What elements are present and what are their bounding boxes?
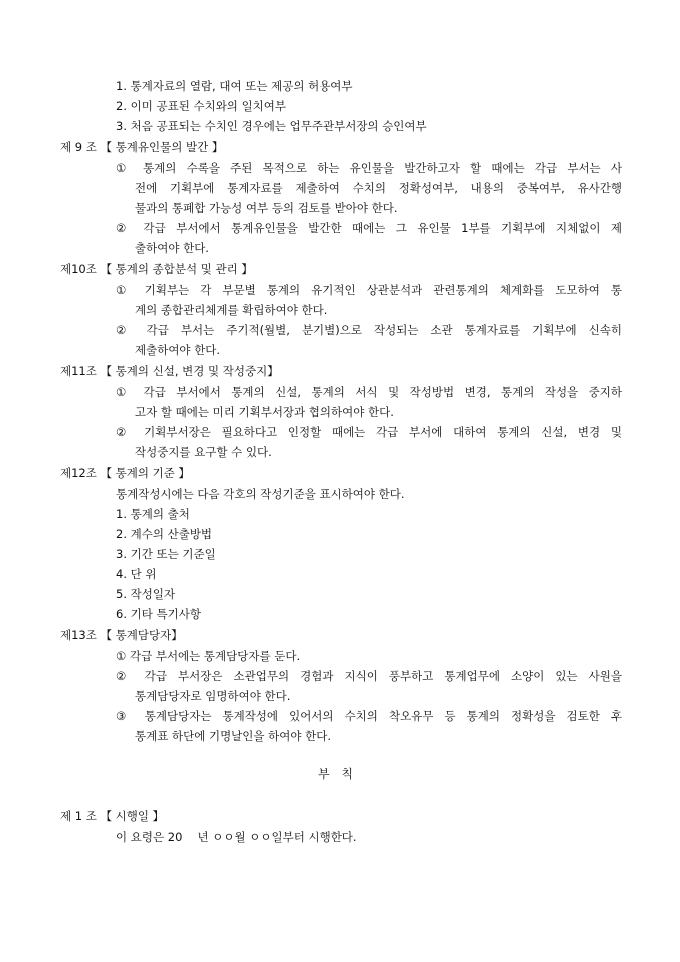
- clause-line: 계의 종합관리체계를 확립하여야 한다.: [135, 303, 328, 317]
- clause-line: 작성중지를 요구할 수 있다.: [135, 445, 272, 459]
- clause-line: 제출하여야 한다.: [135, 343, 221, 357]
- article-12-heading: 제12조 【 통계의 기준 】: [60, 466, 191, 480]
- list-item: 3. 처음 공표되는 수치인 경우에는 업무주관부서장의 승인여부: [116, 119, 427, 133]
- clause-line: ① 각급 부서에는 통계담당자를 둔다.: [116, 649, 301, 663]
- article-10-heading: 제10조 【 통계의 종합분석 및 관리 】: [60, 262, 253, 276]
- addendum-body: 이 요령은 20 년 ㅇㅇ월 ㅇㅇ일부터 시행한다.: [116, 830, 357, 844]
- list-item: 2. 계수의 산출방법: [116, 527, 213, 541]
- addendum-article-heading: 제 1 조 【 시행일 】: [60, 809, 165, 823]
- list-item: 4. 단 위: [116, 567, 157, 581]
- clause-line: 통계담당자로 임명하여야 한다.: [135, 689, 291, 703]
- clause-line: 출하여야 한다.: [135, 241, 209, 255]
- clause-line: ② 각급 부서는 주기적(월별, 분기별)으로 작성되는 소관 통계자료를 기획부에 신속히: [116, 323, 622, 337]
- list-item: 2. 이미 공표된 수치와의 일치여부: [116, 99, 287, 113]
- addendum-title: 부 칙: [318, 767, 357, 781]
- clause-line: 전에 기획부에 통계자료를 제출하여 수치의 정확성여부, 내용의 중복여부, 유사간행: [135, 181, 622, 195]
- clause-line: ① 기획부는 각 부문별 통계의 유기적인 상관분석과 관련통계의 체계화를 도모하여 통: [116, 283, 622, 297]
- clause-line: ① 통계의 수록을 주된 목적으로 하는 유인물을 발간하고자 할 때에는 각급 부서는 사: [116, 161, 622, 175]
- list-item: 1. 통계자료의 열람, 대여 또는 제공의 허용여부: [116, 79, 353, 93]
- clause-line: ① 각급 부서에서 통계의 신설, 통계의 서식 및 작성방법 변경, 통계의 작성을 중지하: [116, 385, 622, 399]
- list-item: 3. 기간 또는 기준일: [116, 547, 216, 561]
- list-item: 6. 기타 특기사항: [116, 607, 201, 621]
- clause-line: ② 각급 부서에서 통계유인물을 발간한 때에는 그 유인물 1부를 기획부에 지체없이 제: [116, 221, 622, 235]
- clause-line: 통계표 하단에 기명날인을 하여야 한다.: [135, 729, 332, 743]
- list-item: 5. 작성일자: [116, 587, 176, 601]
- article-12-intro: 통계작성시에는 다음 각호의 작성기준을 표시하여야 한다.: [116, 487, 405, 501]
- article-9-heading: 제 9 조 【 통계유인물의 발간 】: [60, 140, 224, 154]
- clause-line: ② 기획부서장은 필요하다고 인정할 때에는 각급 부서에 대하여 통계의 신설, 변경 및: [116, 425, 622, 439]
- list-item: 1. 통계의 출처: [116, 507, 190, 521]
- article-13-heading: 제13조 【 통계담당자】: [60, 628, 183, 642]
- clause-line: ③ 통계담당자는 통계작성에 있어서의 수치의 착오유무 등 통계의 정확성을 검토한 후: [116, 709, 622, 723]
- clause-line: 고자 할 때에는 미리 기획부서장과 협의하여야 한다.: [135, 405, 394, 419]
- clause-line: 물과의 통폐합 가능성 여부 등의 검토를 받아야 한다.: [135, 201, 398, 215]
- clause-line: ② 각급 부서장은 소관업무의 경험과 지식이 풍부하고 통계업무에 소양이 있는 사원을: [116, 669, 622, 683]
- article-11-heading: 제11조 【 통계의 신설, 변경 및 작성중지】: [60, 364, 279, 378]
